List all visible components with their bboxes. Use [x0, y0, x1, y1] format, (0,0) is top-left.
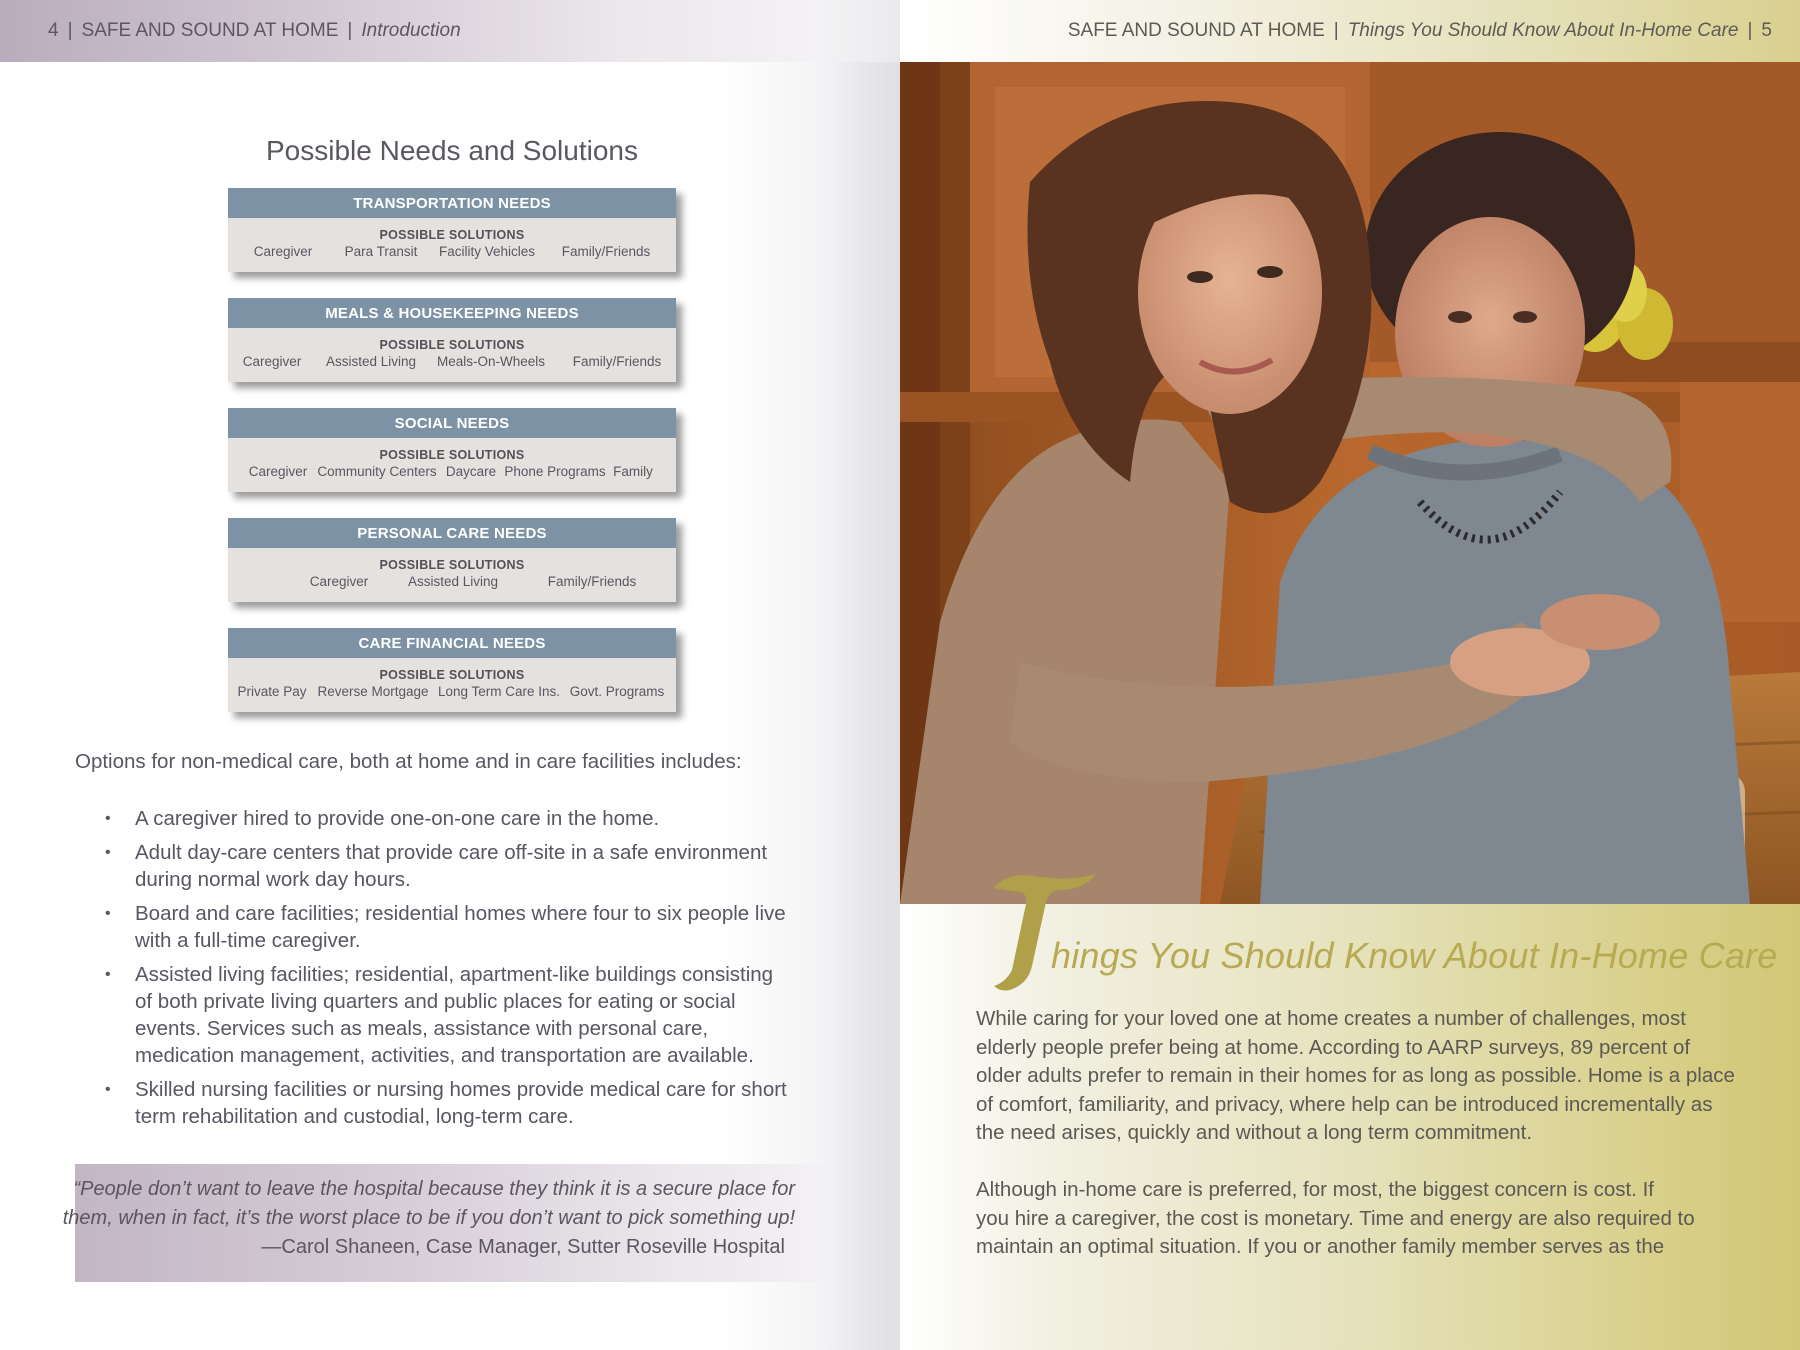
pull-quote	[62, 1164, 823, 1282]
header-separator: |	[1333, 20, 1339, 41]
solutions-label: POSSIBLE SOLUTIONS	[379, 668, 525, 682]
solution-item: Govt. Programs	[569, 684, 665, 699]
solutions-list	[228, 684, 676, 702]
solution-item: Facility Vehicles	[438, 244, 536, 259]
list-item	[105, 900, 805, 954]
list-item-line: during normal work day hours.	[135, 868, 411, 891]
list-item-line: Adult day-care centers that provide care off-site in a safe environment	[135, 841, 768, 864]
list-item-line: Assisted living facilities; residential, apartment-like buildings consisting	[135, 963, 774, 986]
book-title: SAFE AND SOUND AT HOME	[1067, 20, 1325, 41]
paragraph-line: of comfort, familiarity, and privacy, where help can be introduced incrementally as	[976, 1092, 1713, 1116]
need-box-title: PERSONAL CARE NEEDS	[228, 518, 676, 548]
solution-item: Caregiver	[309, 574, 369, 589]
list-item-line: events. Services such as meals, assistance with personal care,	[135, 1017, 709, 1040]
caregiver-photo	[900, 62, 1800, 904]
solution-item: Community Centers	[317, 464, 437, 479]
book-title: SAFE AND SOUND AT HOME	[81, 20, 339, 41]
list-item-line: Skilled nursing facilities or nursing homes provide medical care for short	[135, 1078, 787, 1101]
solution-item: Caregiver	[253, 244, 313, 259]
section-heading: hings You Should Know About In-Home Care	[1051, 935, 1778, 976]
paragraph-line: Although in-home care is preferred, for most, the biggest concern is cost. If	[976, 1178, 1654, 1201]
right-page-header	[900, 0, 1800, 62]
page-number: 4	[48, 20, 59, 41]
need-box-title: CARE FINANCIAL NEEDS	[228, 628, 676, 658]
solution-item: Para Transit	[344, 244, 418, 259]
solution-item: Reverse Mortgage	[317, 684, 429, 699]
solution-item: Private Pay	[237, 684, 307, 699]
paragraph-line: While caring for your loved one at home creates a number of challenges, most	[976, 1007, 1686, 1030]
solution-item: Caregiver	[242, 354, 302, 369]
solution-item: Daycare	[445, 464, 497, 479]
need-box-social	[228, 408, 676, 492]
list-item-line: medication management, activities, and transportation are available.	[135, 1044, 754, 1067]
list-item-line: Board and care facilities; residential homes where four to six people live	[135, 902, 786, 925]
bullet-icon: •	[105, 810, 111, 827]
solution-item: Family/Friends	[572, 354, 662, 369]
paragraph-line: elderly people prefer being at home. According to AARP surveys, 89 percent of	[976, 1035, 1691, 1059]
bullet-icon: •	[105, 966, 111, 983]
solution-item: Assisted Living	[325, 354, 417, 369]
options-list	[105, 805, 805, 1137]
bullet-icon: •	[105, 844, 111, 861]
quote-line: “People don’t want to leave the hospital because they think it is a secure place for	[73, 1178, 795, 1200]
quote-attribution: —Carol Shaneen, Case Manager, Sutter Roseville Hospital	[261, 1236, 785, 1258]
section-title: Introduction	[361, 20, 461, 41]
list-item	[105, 839, 805, 893]
gutter-shadow	[820, 0, 900, 1350]
solution-item: Long Term Care Ins.	[437, 684, 561, 699]
solutions-list	[228, 574, 676, 592]
photo-illustration	[900, 62, 1800, 904]
quote-line: them, when in fact, it’s the worst place to be if you don’t want to pick something up!	[62, 1207, 795, 1229]
solutions-list	[228, 464, 676, 482]
list-item	[105, 805, 805, 832]
list-item	[105, 1076, 805, 1130]
need-box-title: SOCIAL NEEDS	[228, 408, 676, 438]
solutions-list	[228, 354, 676, 372]
header-separator: |	[67, 20, 73, 41]
needs-title: Possible Needs and Solutions	[265, 135, 638, 166]
need-box-transportation	[228, 188, 676, 272]
need-box-personal-care	[228, 518, 676, 602]
solution-item: Meals-On-Wheels	[436, 354, 546, 369]
page-number: 5	[1761, 20, 1772, 41]
section-title: Things You Should Know About In-Home Care	[1347, 20, 1739, 41]
list-item	[105, 961, 805, 1069]
need-box-meals-housekeeping	[228, 298, 676, 382]
solution-item: Family/Friends	[561, 244, 651, 259]
paragraph-line: older adults prefer to remain in their homes for as long as possible. Home is a place	[976, 1064, 1735, 1088]
body-paragraph	[976, 1005, 1736, 1148]
need-box-care-financial	[228, 628, 676, 712]
solutions-label: POSSIBLE SOLUTIONS	[379, 448, 525, 462]
list-item-line: A caregiver hired to provide one-on-one care in the home.	[135, 807, 660, 830]
header-separator: |	[1747, 20, 1753, 41]
solution-item: Assisted Living	[407, 574, 499, 589]
list-item-line: with a full-time caregiver.	[135, 929, 361, 952]
solution-item: Family/Friends	[547, 574, 637, 589]
paragraph-line: the need arises, quickly and without a long term commitment.	[976, 1121, 1533, 1145]
list-item-line: of both private living quarters and public places for eating or social	[135, 990, 736, 1013]
paragraph-line: you hire a caregiver, the cost is monetary. Time and energy are also required to	[976, 1206, 1695, 1230]
bullet-icon: •	[105, 905, 111, 922]
left-page-header	[0, 0, 900, 62]
bullet-icon: •	[105, 1081, 111, 1098]
solutions-list	[228, 244, 676, 262]
list-item-line: term rehabilitation and custodial, long-term care.	[135, 1105, 574, 1128]
solutions-label: POSSIBLE SOLUTIONS	[379, 228, 525, 242]
solution-item: Phone Programs	[504, 464, 606, 479]
solution-item: Family	[613, 464, 653, 479]
solution-item: Caregiver	[248, 464, 308, 479]
need-box-title: TRANSPORTATION NEEDS	[228, 188, 676, 218]
need-box-title: MEALS & HOUSEKEEPING NEEDS	[228, 298, 676, 328]
solutions-label: POSSIBLE SOLUTIONS	[379, 558, 525, 572]
solutions-label: POSSIBLE SOLUTIONS	[379, 338, 525, 352]
paragraph-line: maintain an optimal situation. If you or another family member serves as the	[976, 1235, 1665, 1259]
header-separator: |	[347, 20, 353, 41]
body-paragraph	[976, 1176, 1736, 1262]
options-intro: Options for non-medical care, both at home and in care facilities includes:	[75, 750, 742, 773]
